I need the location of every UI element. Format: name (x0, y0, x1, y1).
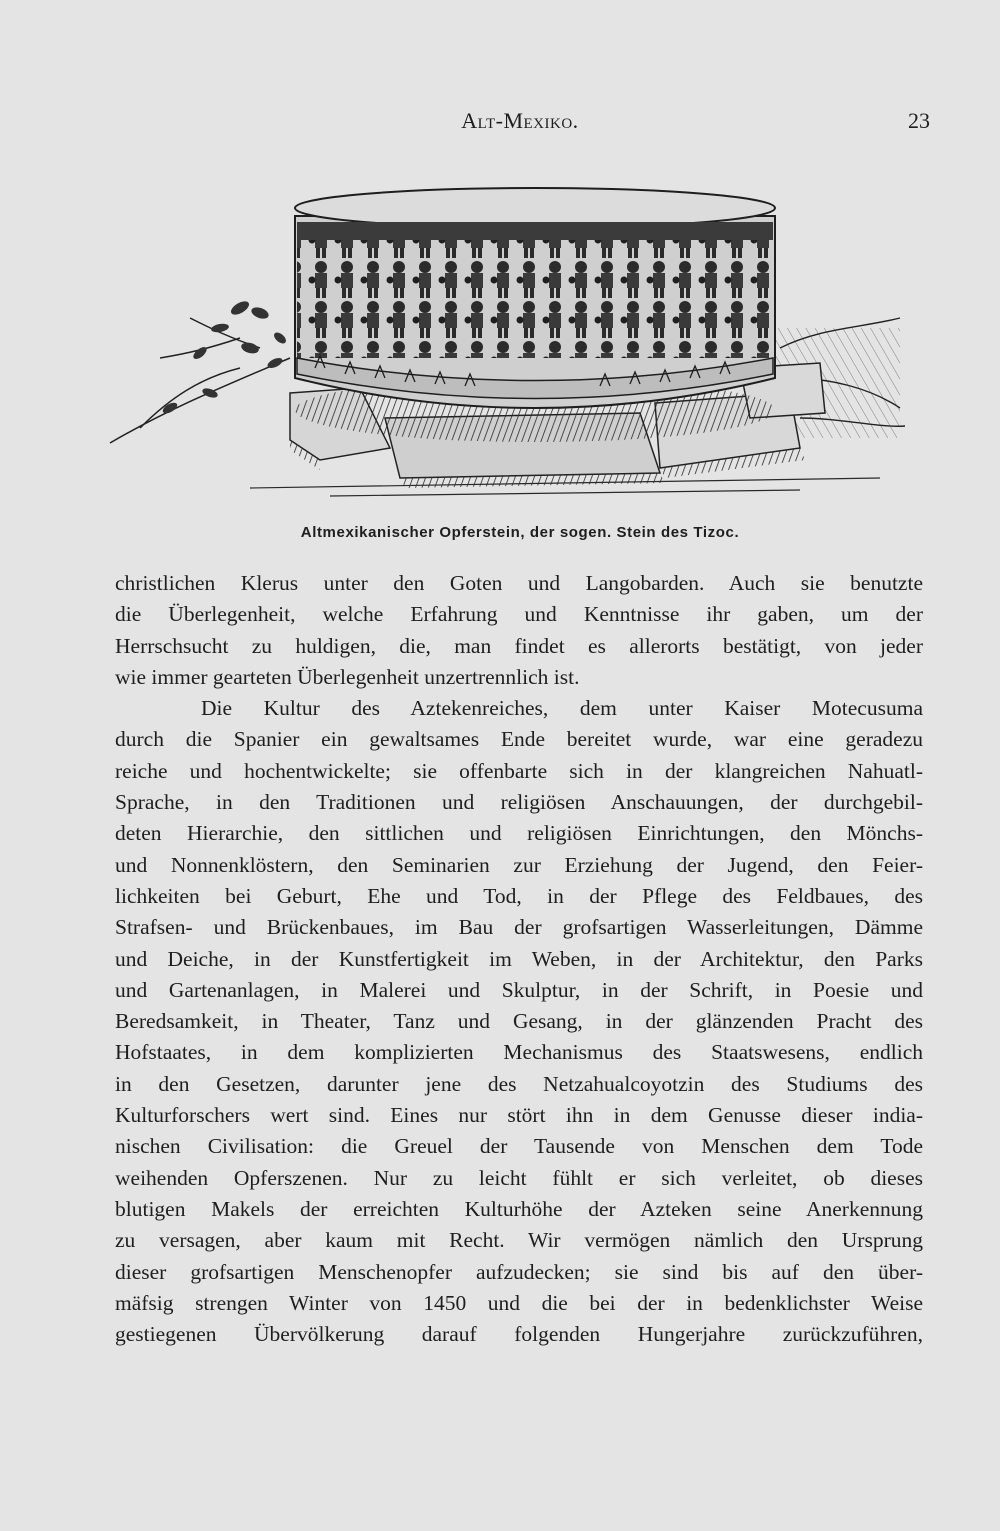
text-line: und Gartenanlagen, in Malerei und Skulptur, in der Schrift, in Poesie und (115, 977, 923, 1002)
text-line: christlichen Klerus unter den Goten und Langobarden. Auch sie benutzte (115, 571, 923, 595)
text-line: nischen Civilisation: die Greuel der Tausende von Menschen dem Tode (115, 1134, 923, 1159)
text-line: zu versagen, aber kaum mit Recht. Wir vermögen nämlich den Ursprung (115, 1228, 923, 1253)
text-line: in den Gesetzen, darunter jene des Netzahualcoyotzin des Studiums des (115, 1071, 923, 1096)
text-line: die Überlegenheit, welche Erfahrung und Kenntnisse ihr gaben, um der (115, 602, 923, 627)
text-line: lichkeiten bei Geburt, Ehe und Tod, in der Pflege des Feldbaues, des (115, 883, 923, 908)
text-line: und Deiche, in der Kunstfertigkeit im Weben, in der Architektur, den Parks (115, 946, 923, 971)
text-line: Strafsen- und Brückenbaues, im Bau der grofsartigen Wasserleitungen, Dämme (115, 915, 923, 940)
running-head (110, 108, 930, 138)
page-number: 23 (908, 108, 930, 133)
text-line: blutigen Makels der erreichten Kulturhöhe der Azteken seine Anerkennung (115, 1196, 923, 1221)
figure-caption: Altmexikanischer Opferstein, der sogen. Stein des Tizoc. (300, 524, 740, 541)
text-line: deten Hierarchie, den sittlichen und religiösen Einrichtungen, den Mönchs- (115, 821, 923, 846)
text-line: wie immer gearteten Überlegenheit unzertrennlich ist. (115, 664, 580, 689)
text-line: Kulturforschers wert sind. Eines nur stört ihn in dem Genusse dieser india- (115, 1103, 923, 1128)
text-line: weihenden Opferszenen. Nur zu leicht fühlt er sich verleitet, ob dieses (115, 1165, 923, 1190)
foliage-left (110, 318, 290, 443)
text-line: Hofstaates, in dem komplizierten Mechanismus des Staatswesens, endlich (115, 1040, 923, 1065)
text-line: Herrschsucht zu huldigen, die, man findet es allerorts bestätigt, von jeder (115, 633, 923, 658)
text-line: reiche und hochentwickelte; sie offenbarte sich in der klangreichen Nahuatl- (115, 758, 923, 783)
tizoc-stone (295, 188, 775, 442)
paragraph-start-line: Die Kultur des Aztekenreiches, dem unter Kaiser Motecusuma (201, 696, 923, 721)
text-line: gestiegenen Übervölkerung darauf folgenden Hungerjahre zurückzuführen, (115, 1322, 923, 1347)
engraving-illustration (100, 178, 920, 518)
text-line: Beredsamkeit, in Theater, Tanz und Gesang, in der glänzenden Pracht des (115, 1009, 923, 1034)
text-line: durch die Spanier ein gewaltsames Ende bereitet wurde, war eine geradezu (115, 727, 923, 752)
running-title: Alt-Mexiko. (461, 108, 579, 133)
body-text (115, 568, 923, 1350)
text-line: Sprache, in den Traditionen und religiösen Anschauungen, der durchgebil- (115, 790, 923, 815)
text-line: dieser grofsartigen Menschenopfer aufzudecken; sie sind bis auf den über- (115, 1259, 923, 1284)
text-line: und Nonnenklöstern, den Seminarien zur Erziehung der Jugend, den Feier- (115, 852, 923, 877)
leaves-left (161, 299, 288, 416)
text-line: mäfsig strengen Winter von 1450 und die bei der in bedenklichster Weise (115, 1290, 923, 1315)
sacrificial-stone-engraving (100, 178, 920, 518)
